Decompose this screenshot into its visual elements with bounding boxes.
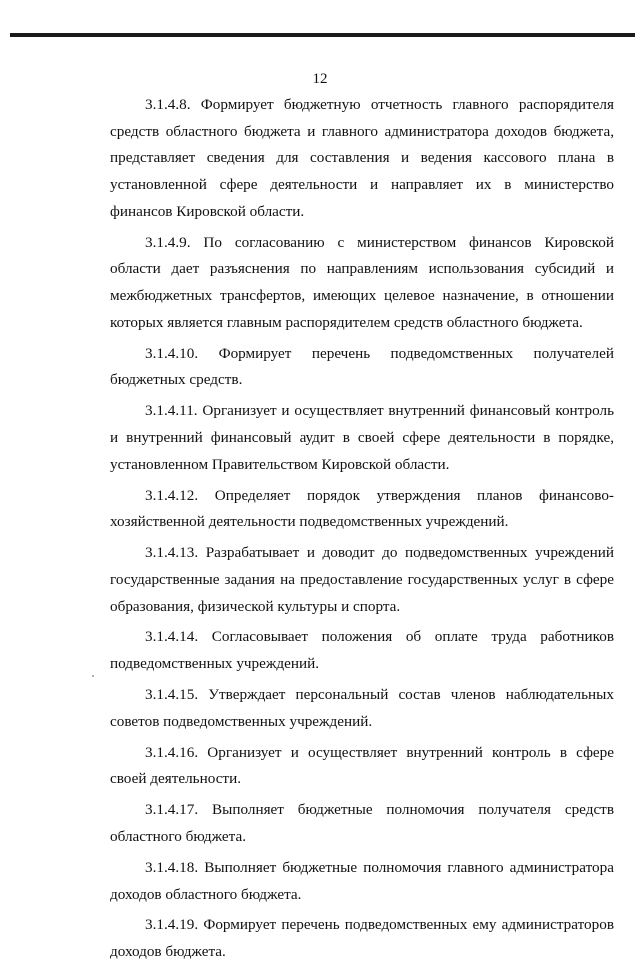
paragraph-3-1-4-12: 3.1.4.12. Определяет порядок утверждения планов финансово-хозяйственной деятельности подведомственных учреждений. xyxy=(110,486,614,531)
paragraph-3-1-4-13: 3.1.4.13. Разрабатывает и доводит до подведомственных учреждений государственные задания на предоставление государственных услуг в сфере образования, физической культуры и спорта. xyxy=(110,544,614,615)
scan-speck xyxy=(92,675,94,677)
paragraph-3-1-4-8: 3.1.4.8. Формирует бюджетную отчетность главного распорядителя средств областного бюджета и главного администратора доходов бюджета, представляет сведения для составления и ведения кассового плана в установленной сфере деятельности и направляет их в министерство финансов Кировской области. xyxy=(110,96,614,220)
paragraph-3-1-4-9: 3.1.4.9. По согласованию с министерством финансов Кировской области дает разъяснения по направлениям использования субсидий и межбюджетных трансфертов, имеющих целевое назначение, в отношении которых является главным распорядителем средств областного бюджета. xyxy=(110,233,614,331)
paragraph-3-1-4-16: 3.1.4.16. Организует и осуществляет внутренний контроль в сфере своей деятельности. xyxy=(110,743,614,788)
paragraph-3-1-4-11: 3.1.4.11. Организует и осуществляет внутренний финансовый контроль и внутренний финансовый аудит в своей сфере деятельности в порядке, установленном Правительством Кировской области. xyxy=(110,402,614,473)
paragraph-3-1-4-14: 3.1.4.14. Согласовывает положения об оплате труда работников подведомственных учреждений. xyxy=(110,628,614,673)
page-number: 12 xyxy=(312,71,328,87)
paragraph-3-1-4-17: 3.1.4.17. Выполняет бюджетные полномочия получателя средств областного бюджета. xyxy=(110,801,614,845)
header-rule xyxy=(10,33,635,37)
paragraph-3-1-4-10: 3.1.4.10. Формирует перечень подведомственных получателей бюджетных средств. xyxy=(110,344,614,389)
paragraph-3-1-4-19: 3.1.4.19. Формирует перечень подведомственных ему администраторов доходов бюджета. xyxy=(110,916,614,961)
paragraph-3-1-4-15: 3.1.4.15. Утверждает персональный состав членов наблюдательных советов подведомственных учреждений. xyxy=(110,686,614,730)
document-body xyxy=(110,92,614,970)
paragraph-3-1-4-18: 3.1.4.18. Выполняет бюджетные полномочия главного администратора доходов областного бюджета. xyxy=(110,858,614,903)
